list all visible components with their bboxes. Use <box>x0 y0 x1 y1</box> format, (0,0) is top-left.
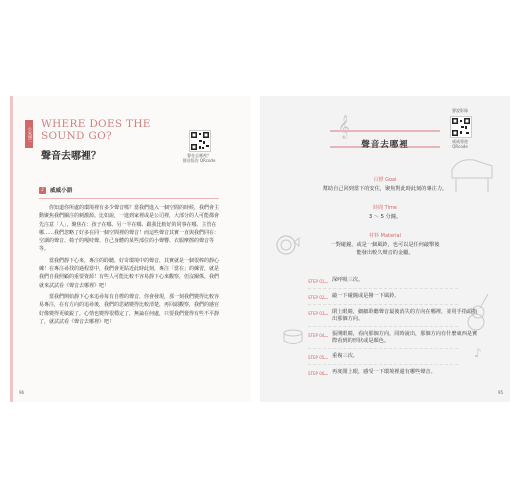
title-english: WHERE DOES THE SOUND GO? <box>41 118 151 142</box>
page-number-left: 96 <box>19 390 25 395</box>
step-connector <box>324 336 328 337</box>
activity-title-text: 聲音去哪裡 <box>361 140 409 150</box>
chapter-label: 小冥想一 <box>25 120 33 148</box>
step-id: STEP 03 <box>308 311 325 316</box>
step-connector <box>324 282 328 283</box>
step-divider <box>308 364 458 365</box>
step-divider <box>308 288 458 289</box>
goal-label: 目標 Goal <box>373 177 397 183</box>
step-id: STEP 04 <box>308 333 325 338</box>
step-text: 敲一下碰鐘或是撥一下風鈴。 <box>332 293 400 299</box>
body-text <box>39 204 221 329</box>
qr-caption: 聲音去哪裡？ 聲音版的 QRcode <box>182 153 216 163</box>
step-text: 閉上眼睛，細細聆聽聲音最後消失的方向在哪裡，並用手指頭指出那個方向。 <box>332 309 478 322</box>
treble-clef-icon: 𝄞 <box>338 114 350 138</box>
step-id: STEP 01 <box>308 279 325 284</box>
paragraph: 當我們開始靜下心來追尋每有自標的聲音，你會發現，那一刻我們變得比較容易專注，在有方向的追尋後，我們的思緒變得比較清楚，再回頭觀察，我們的感官好像變得更敏鋭了。心情也變得很穩定了，無論在何處，只要我們覺得有些不平靜了，就試試看《聲音去哪裡》吧！ <box>39 293 220 325</box>
step-text: 再度閉上眼，感受一下環境裡還有哪些聲音。 <box>332 369 436 375</box>
qr-code-icon[interactable] <box>189 130 211 152</box>
step-text: 深呼吸三次。 <box>332 277 364 283</box>
time-label: 時間 Time <box>373 205 397 211</box>
step-connector <box>324 314 328 315</box>
section-heading <box>39 186 72 194</box>
step-id: STEP 06 <box>308 371 325 376</box>
left-page <box>10 96 251 402</box>
qr-caption: 威威導遊 QRcode <box>452 139 468 149</box>
step-id: STEP 02 <box>308 295 325 300</box>
material-label: 材料 Material <box>369 233 401 239</box>
material-text <box>260 241 510 257</box>
step-id: STEP 05 <box>308 355 325 360</box>
qr-code-icon[interactable] <box>450 116 472 138</box>
drum-icon <box>282 328 304 350</box>
step-divider <box>308 326 458 327</box>
title-chinese: 聲音去哪裡？ <box>41 151 101 162</box>
time-text: 3 ～ 5 分鐘。 <box>368 214 402 220</box>
music-notes-icon: ♪ <box>474 346 482 360</box>
step-text: 重複三次。 <box>332 353 358 359</box>
right-page <box>260 96 510 402</box>
paragraph: 當我們靜下心來，專注的聆聽，好奇環境中的聲音，其實就是一個很棒的靜心練！在專注尋找的過程當中，我們會更貼近此時此刻，專注「當在」的練習，就是我們自我照顧的重要資源！有些人可能比較不容易靜下心來觀察，但沒關係，我們就來試試看《聲音去哪裡》吧！ <box>39 257 220 289</box>
goal-text: 幫助自己回到當下的安住，聚焦對此時此刻的專注力。 <box>322 186 448 192</box>
step-text: 張開眼睛，看向那個方向，同時說出，那個方向有什麼東西是實際看到的形狀或是顏色。 <box>332 331 478 344</box>
step-connector <box>324 358 328 359</box>
section-heading-text: 威威小語 <box>50 188 73 194</box>
step-connector <box>324 374 328 375</box>
material-line: 一對碰鐘，或是一個風鈴，也可以是任何敲擊後 <box>330 242 440 248</box>
activity-title <box>330 130 440 148</box>
step-divider <box>308 304 458 305</box>
qr-top-label: 聲說影像 <box>452 108 468 113</box>
paragraph: 你知道你所處的環境裡有多少聲音嗎？當我們進入一個空間的時候，我們會主動聚焦我們關注的刺激源。比如說，一進到家裡或是公司裡，大部分的人可能都會先注意「人」，聚焦在：孩子在哪、另一半在哪、跟我比較好的同事在哪、主管在哪……我們忽略了好多在同一個空間裡的聲音！而這些聲音其實一直與我們同在：空調的聲音、椅子的嘎吱聲、自己身體的某些部位的小聲響、衣服摩擦的聲音等等。 <box>39 205 220 253</box>
material-line: 能發出較久聲音的金屬。 <box>356 250 414 256</box>
step-connector <box>324 298 328 299</box>
section-underline <box>39 198 219 199</box>
bookmark-icon: ♪ <box>40 186 45 193</box>
step-divider <box>308 348 458 349</box>
page-number-right: 95 <box>498 390 504 395</box>
